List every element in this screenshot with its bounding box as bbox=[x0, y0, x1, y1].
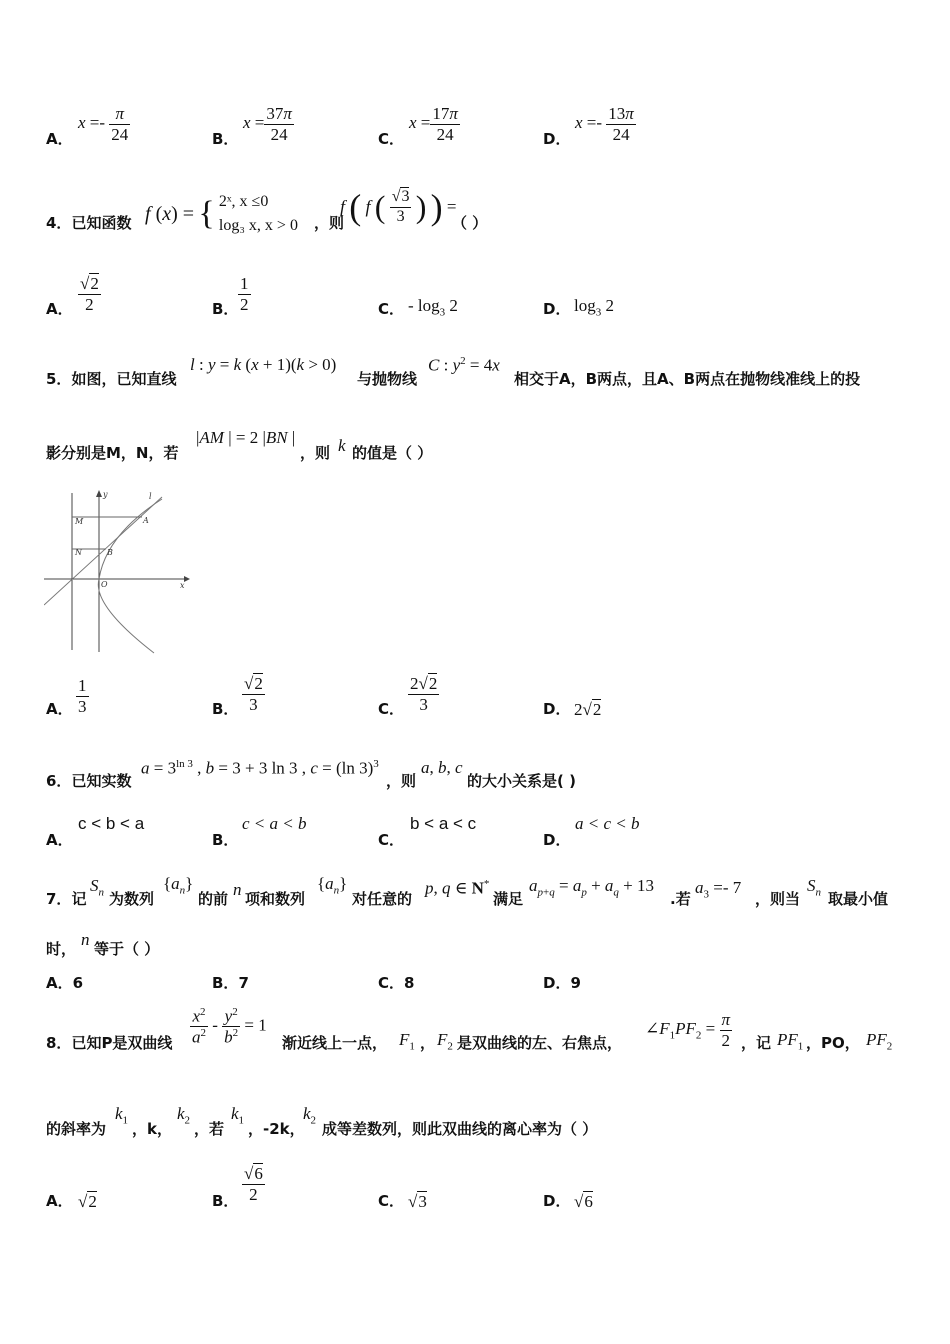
q5-stem-line1-c: 相交于A，B两点，且A、B两点在抛物线准线上的投 bbox=[514, 370, 861, 388]
q8-f2: $F_2$ bbox=[437, 1030, 453, 1053]
q7-an-2: $\{a_n\}$ bbox=[317, 874, 348, 897]
q7-t5: 对任意的 bbox=[352, 890, 413, 908]
q7-t6: 满足 bbox=[493, 890, 524, 908]
q7-t4: 项和数列 bbox=[245, 890, 306, 908]
q6-option-d-label: D． bbox=[543, 831, 571, 849]
q6-option-c-label: C． bbox=[378, 831, 405, 849]
q4-option-a-formula: $\frac{√2}{2}$ bbox=[80, 274, 99, 314]
q8-line2: 的斜率为 bbox=[46, 1120, 107, 1138]
q8-hyperbola: $\frac{x^2}{a^2}$ - $\frac{y^2}{b^2}$ = 1 bbox=[192, 1006, 267, 1047]
q7-sn-2: $S_n$ bbox=[807, 876, 821, 899]
q8-t6: ，PO， bbox=[806, 1034, 860, 1052]
q3-option-d-label: D． bbox=[543, 130, 571, 148]
q4-option-d-formula: $\log_3 2$ bbox=[574, 296, 614, 319]
q3-option-c-formula: x = $\frac{17\pi}{24}$ bbox=[409, 104, 458, 144]
point-a-label: A bbox=[143, 516, 149, 525]
q5-option-c-label: C． bbox=[378, 700, 405, 718]
q6-option-c-text: b < a < c bbox=[410, 814, 477, 833]
q5-figure bbox=[44, 487, 194, 655]
q4-option-d-label: D． bbox=[543, 300, 571, 318]
q8-t3: ， bbox=[420, 1034, 436, 1052]
q4-option-c-formula: - $\log_3 2$ bbox=[408, 296, 458, 319]
q7-option-b: B．7 bbox=[212, 974, 249, 992]
q3-option-a-label: A． bbox=[46, 130, 73, 148]
q5-option-a-label: A． bbox=[46, 700, 73, 718]
q4-option-b-formula: $\frac{1}{2}$ bbox=[240, 274, 249, 314]
q4-option-a-label: A． bbox=[46, 300, 73, 318]
q3-option-d-formula: x =- $\frac{13\pi}{24}$ bbox=[575, 104, 634, 144]
q8-option-b-label: B． bbox=[212, 1192, 239, 1210]
q7-t9: 取最小值 bbox=[828, 890, 889, 908]
q8-option-a-formula: √2 bbox=[78, 1192, 97, 1211]
x-axis-label: x bbox=[180, 581, 185, 590]
q3-option-a-formula: x =- $\frac{\pi}{24}$ bbox=[78, 104, 129, 144]
q7-option-d: D．9 bbox=[543, 974, 581, 992]
q7-option-a: A．6 bbox=[46, 974, 84, 992]
origin-label: O bbox=[101, 580, 108, 589]
q5-condition: |AM | = 2 |BN | bbox=[196, 428, 296, 447]
q8-pf2: $PF_2$ bbox=[866, 1030, 893, 1053]
q8-option-c-label: C． bbox=[378, 1192, 405, 1210]
q5-stem-line1-b: 与抛物线 bbox=[357, 370, 418, 388]
q8-option-a-label: A． bbox=[46, 1192, 73, 1210]
q6-stem-mid: ，则 bbox=[386, 772, 417, 790]
q8-angle: $\angle F_1PF_2$ = $\frac{\pi}{2}$ bbox=[645, 1010, 731, 1050]
q7-line2-b: 等于（ ） bbox=[94, 940, 160, 958]
q3-option-b-formula: x = $\frac{37\pi}{24}$ bbox=[243, 104, 292, 144]
q8-stem: 8．已知P是双曲线 bbox=[46, 1034, 173, 1052]
q5-stem-line2: 影分别是M，N，若 bbox=[46, 444, 179, 462]
line-l-label: l bbox=[149, 492, 152, 501]
point-n-label: N bbox=[75, 548, 82, 557]
q8-k1: $k_1$ bbox=[115, 1104, 129, 1127]
q5-option-c-formula: $\frac{2√2}{3}$ bbox=[410, 674, 438, 714]
q6-option-d-text: a < c < b bbox=[575, 814, 640, 833]
q3-option-c-label: C． bbox=[378, 130, 405, 148]
q7-t8: ，则当 bbox=[755, 890, 801, 908]
q7-an-1: $\{a_n\}$ bbox=[163, 874, 194, 897]
q5-line-equation: l : y = k (x + 1)(k > 0) bbox=[190, 355, 337, 374]
q7-line2: 时， bbox=[46, 940, 77, 958]
q4-answer-blank: （ ） bbox=[452, 214, 488, 232]
q8-line2-c: ，若 bbox=[194, 1120, 225, 1138]
q8-line2-e: 成等差数列，则此双曲线的离心率为（ ） bbox=[322, 1120, 598, 1138]
q5-stem-line1: 5．如图，已知直线 bbox=[46, 370, 177, 388]
point-m-label: M bbox=[75, 517, 84, 526]
q4-piecewise-function: f (x) = { 2ˣ, x ≤0 log₃ x, x > 0 bbox=[145, 193, 298, 234]
q5-parabola-equation: C : $y^2 = 4x$ bbox=[428, 355, 500, 375]
q8-k1-2: $k_1$ bbox=[231, 1104, 245, 1127]
q6-option-b-label: B． bbox=[212, 831, 239, 849]
q4-stem: 4．已知函数 bbox=[46, 214, 132, 232]
q8-t4: 是双曲线的左、右焦点， bbox=[457, 1034, 623, 1052]
q8-f1: $F_1$ bbox=[399, 1030, 415, 1053]
q5-option-a-formula: $\frac{1}{3}$ bbox=[78, 676, 87, 716]
point-b-label: B bbox=[107, 548, 113, 557]
q8-k2: $k_2$ bbox=[177, 1104, 191, 1127]
q7-t7: .若 bbox=[670, 890, 691, 908]
q8-option-d-label: D． bbox=[543, 1192, 571, 1210]
y-axis-label: y bbox=[103, 490, 108, 499]
q7-t3: 的前 bbox=[198, 890, 229, 908]
q7-t2: 为数列 bbox=[109, 890, 155, 908]
q8-line2-d: ，-2k， bbox=[248, 1120, 305, 1138]
q3-option-b-label: B． bbox=[212, 130, 239, 148]
q4-stem-mid: ，则 bbox=[314, 214, 345, 232]
q8-line2-b: ，k， bbox=[132, 1120, 172, 1138]
q5-stem-line2-b: ，则 bbox=[300, 444, 331, 462]
q6-variables: a, b, c bbox=[421, 758, 463, 777]
q5-option-d-formula: 2√2 bbox=[574, 700, 602, 719]
q7-n-2: n bbox=[81, 930, 90, 949]
q6-stem: 6．已知实数 bbox=[46, 772, 132, 790]
q6-option-b-text: c < a < b bbox=[242, 814, 307, 833]
q4-nested-expression: f ( f ( $\frac{√3}{3}$ ) ) = bbox=[340, 187, 457, 227]
q5-option-d-label: D． bbox=[543, 700, 571, 718]
q8-option-c-formula: √3 bbox=[408, 1192, 427, 1211]
q4-option-c-label: C． bbox=[378, 300, 405, 318]
q8-pf1: $PF_1$ bbox=[777, 1030, 804, 1053]
q8-t5: ，记 bbox=[741, 1034, 772, 1052]
q6-option-a-text: c < b < a bbox=[78, 814, 145, 833]
q8-t2: 渐近线上一点， bbox=[282, 1034, 388, 1052]
q8-option-b-formula: $\frac{√6}{2}$ bbox=[244, 1164, 263, 1204]
q5-option-b-label: B． bbox=[212, 700, 239, 718]
q5-option-b-formula: $\frac{√2}{3}$ bbox=[244, 674, 263, 714]
q7-stem: 7．记 bbox=[46, 890, 87, 908]
q7-a3: $a_3 =- 7$ bbox=[695, 878, 742, 901]
q8-option-d-formula: √6 bbox=[574, 1192, 593, 1211]
q6-stem-suffix: 的大小关系是( ) bbox=[467, 772, 576, 790]
q7-sn: $S_n$ bbox=[90, 876, 104, 899]
q8-k2-2: $k_2$ bbox=[303, 1104, 317, 1127]
q4-option-b-label: B． bbox=[212, 300, 239, 318]
parabola-line-diagram bbox=[44, 487, 194, 655]
q7-option-c: C．8 bbox=[378, 974, 415, 992]
q6-option-a-label: A． bbox=[46, 831, 73, 849]
q7-recurrence: $a_{p+q} = a_p + a_q + 13$ bbox=[529, 876, 654, 899]
q5-k-symbol: k bbox=[338, 436, 346, 455]
q6-definitions: $a = 3^{ln 3}$ , b = 3 + 3 ln 3 , c = (ln 3)$^3$ bbox=[141, 758, 379, 778]
q5-stem-line2-c: 的值是（ ） bbox=[352, 444, 433, 462]
q7-n: n bbox=[233, 880, 242, 899]
q7-pq-domain: p, q ∈ N* bbox=[425, 878, 490, 898]
